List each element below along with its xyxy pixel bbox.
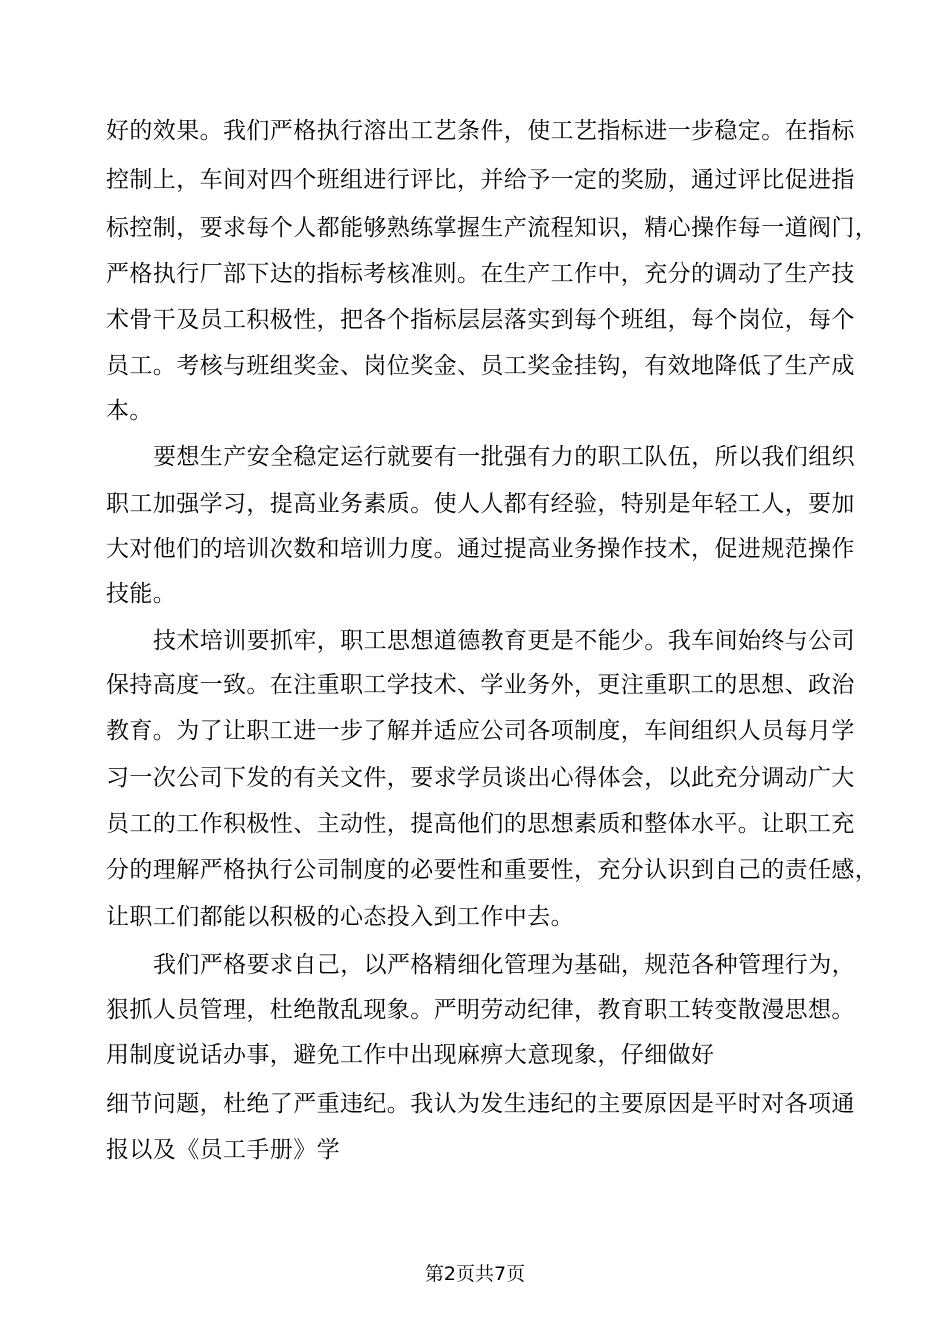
text-line: 技能。 bbox=[106, 581, 177, 607]
text-line: 习一次公司下发的有关文件，要求学员谈出心得体会，以此充分调动广大 bbox=[106, 765, 855, 791]
text-line: 报以及《员工手册》学 bbox=[106, 1137, 340, 1163]
text-line: 要想生产安全稳定运行就要有一批强有力的职工队伍，所以我们组织 bbox=[153, 444, 855, 470]
text-line: 狠抓人员管理，杜绝散乱现象。严明劳动纪律，教育职工转变散漫思想。 bbox=[106, 997, 855, 1023]
text-line: 让职工们都能以积极的心态投入到工作中去。 bbox=[106, 904, 574, 930]
text-line: 我们严格要求自己，以严格精细化管理为基础，规范各种管理行为， bbox=[153, 952, 855, 978]
page-number: 第2页共7页 bbox=[424, 1263, 526, 1285]
text-line: 保持高度一致。在注重职工学技术、学业务外，更注重职工的思想、政治 bbox=[106, 672, 855, 698]
text-line: 分的理解严格执行公司制度的必要性和重要性，充分认识到自己的责任感， bbox=[106, 857, 879, 883]
text-line: 用制度说话办事，避免工作中出现麻痹大意现象，仔细做好 bbox=[106, 1042, 715, 1068]
text-line: 本。 bbox=[106, 398, 153, 424]
text-line: 教育。为了让职工进一步了解并适应公司各项制度，车间组织人员每月学 bbox=[106, 718, 855, 744]
text-line: 细节问题，杜绝了严重违纪。我认为发生违纪的主要原因是平时对各项通 bbox=[106, 1091, 855, 1117]
text-line: 严格执行厂部下达的指标考核准则。在生产工作中，充分的调动了生产技 bbox=[106, 261, 855, 287]
text-line: 标控制，要求每个人都能够熟练掌握生产流程知识，精心操作每一道阀门， bbox=[106, 215, 879, 241]
text-line: 员工。考核与班组奖金、岗位奖金、员工奖金挂钩，有效地降低了生产成 bbox=[106, 353, 855, 379]
text-line: 技术培训要抓牢，职工思想道德教育更是不能少。我车间始终与公司 bbox=[153, 628, 855, 654]
text-line: 大对他们的培训次数和培训力度。通过提高业务操作技术，促进规范操作 bbox=[106, 536, 855, 562]
text-line: 职工加强学习，提高业务素质。使人人都有经验，特别是年轻工人，要加 bbox=[106, 491, 855, 517]
text-line: 控制上，车间对四个班组进行评比，并给予一定的奖励，通过评比促进指 bbox=[106, 167, 855, 193]
text-line: 好的效果。我们严格执行溶出工艺条件，使工艺指标进一步稳定。在指标 bbox=[106, 118, 855, 144]
text-line: 员工的工作积极性、主动性，提高他们的思想素质和整体水平。让职工充 bbox=[106, 811, 855, 837]
text-line: 术骨干及员工积极性，把各个指标层层落实到每个班组，每个岗位，每个 bbox=[106, 307, 855, 333]
